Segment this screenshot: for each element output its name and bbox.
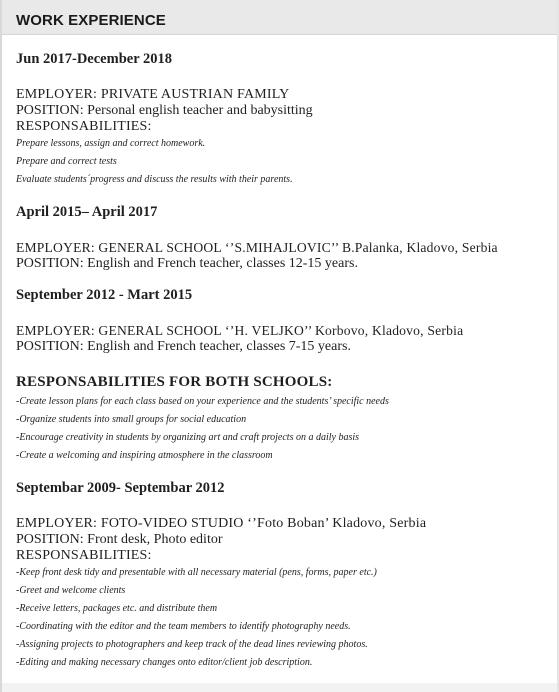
job-employer: EMPLOYER: GENERAL SCHOOL ‘’S.MIHAJLOVIC’’ B.Palanka, Kladovo, Serbia <box>16 240 498 255</box>
job-period: Jun 2017-December 2018 <box>16 51 172 67</box>
responsibility-item: -Organize students into small groups for social education <box>16 414 247 425</box>
job-position: POSITION: Personal english teacher and babysitting <box>16 103 313 118</box>
section-header <box>2 0 557 35</box>
job-period: September 2012 - Mart 2015 <box>16 287 193 303</box>
job-position: POSITION: English and French teacher, classes 12-15 years. <box>16 256 358 271</box>
both-schools-label: RESPONSABILITIES FOR BOTH SCHOOLS: <box>16 374 333 390</box>
responsibility-item: Evaluate students´progress and discuss the results with their parents. <box>16 174 293 185</box>
responsibility-item: -Greet and welcome clients <box>16 585 126 596</box>
both-schools-responsibilities <box>16 373 548 465</box>
responsibility-item: Prepare lessons, assign and correct homework. <box>16 138 206 149</box>
responsibility-item: -Receive letters, packages etc. and distribute them <box>16 603 218 614</box>
responsibility-item: -Create a welcoming and inspiring atmosphere in the classroom <box>16 450 273 461</box>
job-employer: EMPLOYER: PRIVATE AUSTRIAN FAMILY <box>16 87 290 102</box>
job-entry <box>16 479 548 672</box>
work-experience-content <box>16 50 548 686</box>
responsibility-item: -Coordinating with the editor and the team members to identify photography needs. <box>16 621 351 632</box>
responsibility-item: -Keep front desk tidy and presentable with all necessary material (pens, forms, paper etc.) <box>16 567 377 578</box>
bottom-edge <box>2 683 557 692</box>
responsibility-item: Prepare and correct tests <box>16 156 117 167</box>
responsibility-item: -Editing and making necessary changes onto editor/client job description. <box>16 657 313 668</box>
responsibilities-label: RESPONSABILITIES: <box>16 119 152 134</box>
job-period: April 2015– April 2017 <box>16 204 158 220</box>
responsibility-item: -Assigning projects to photographers and keep track of the dead lines reviewing photos. <box>16 639 368 650</box>
responsibility-item: -Encourage creativity in students by organizing art and craft projects on a daily basis <box>16 432 360 443</box>
section-title: WORK EXPERIENCE <box>16 12 166 29</box>
job-entry <box>16 203 548 272</box>
job-employer: EMPLOYER: FOTO-VIDEO STUDIO ‘’Foto Boban’ Kladovo, Serbia <box>16 516 427 531</box>
responsibilities-label: RESPONSABILITIES: <box>16 548 152 563</box>
job-position: POSITION: Front desk, Photo editor <box>16 532 223 547</box>
responsibility-item: -Create lesson plans for each class based on your experience and the students’ specific needs <box>16 396 389 407</box>
job-position: POSITION: English and French teacher, classes 7-15 years. <box>16 339 351 354</box>
job-entry <box>16 50 548 189</box>
job-period: Septembar 2009- Septembar 2012 <box>16 480 225 496</box>
job-employer: EMPLOYER: GENERAL SCHOOL ‘’H. VELJKO’’ Korbovo, Kladovo, Serbia <box>16 323 464 338</box>
job-entry <box>16 286 548 355</box>
